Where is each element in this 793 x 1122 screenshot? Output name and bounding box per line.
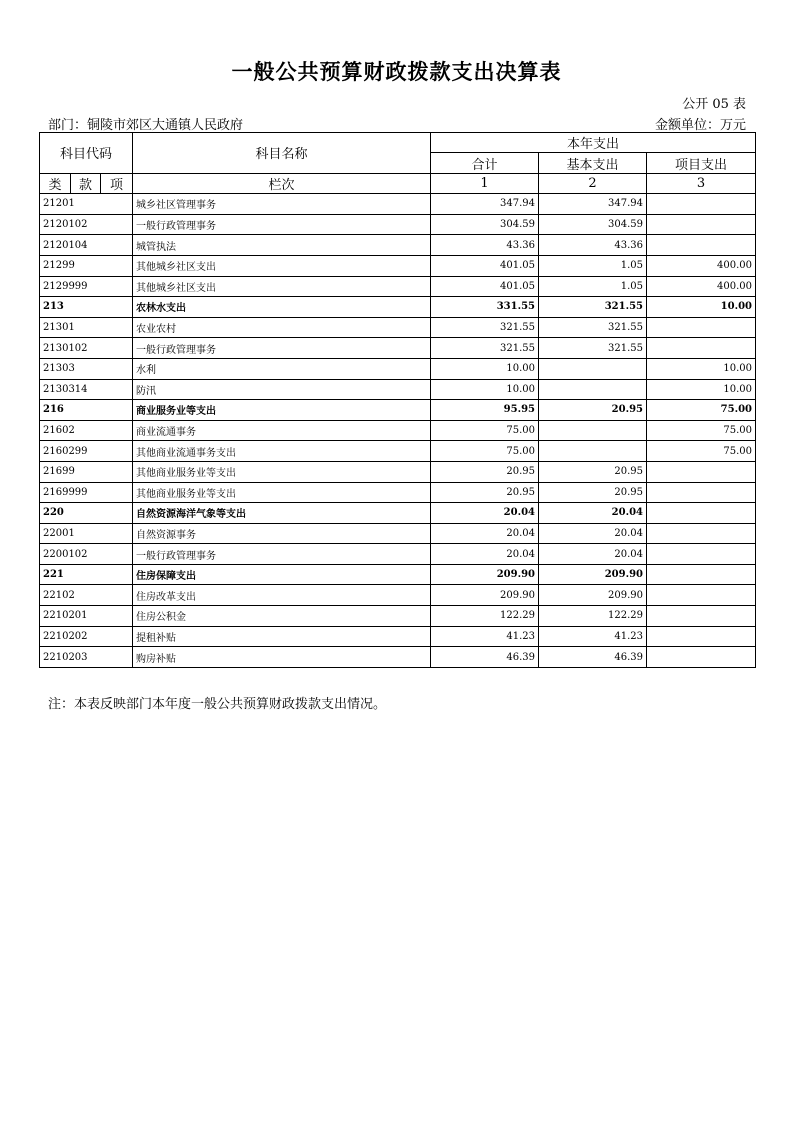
header-lei: 类 (40, 173, 71, 193)
cell-project: 10.00 (647, 297, 756, 318)
cell-name: 防汛 (133, 379, 431, 400)
cell-project (647, 606, 756, 627)
cell-basic: 43.36 (539, 235, 647, 256)
header-basic: 基本支出 (539, 153, 647, 173)
cell-total: 347.94 (431, 194, 539, 215)
cell-total: 321.55 (431, 317, 539, 338)
cell-name: 住房改革支出 (133, 585, 431, 606)
cell-total: 46.39 (431, 647, 539, 668)
cell-code: 2210201 (40, 606, 133, 627)
cell-name: 一般行政管理事务 (133, 214, 431, 235)
cell-project: 75.00 (647, 420, 756, 441)
cell-basic: 321.55 (539, 317, 647, 338)
amount-unit-label: 金额单位：万元 (654, 118, 746, 133)
cell-name: 城乡社区管理事务 (133, 194, 431, 215)
footnote: 注：本表反映部门本年度一般公共预算财政拨款支出情况。 (48, 697, 387, 712)
cell-code: 213 (40, 297, 133, 318)
table-row (40, 235, 756, 256)
cell-project (647, 482, 756, 503)
cell-name: 商业流通事务 (133, 420, 431, 441)
cell-total: 20.04 (431, 544, 539, 565)
cell-project: 10.00 (647, 358, 756, 379)
cell-name: 购房补贴 (133, 647, 431, 668)
cell-code: 220 (40, 503, 133, 524)
table-row (40, 297, 756, 318)
cell-basic: 20.95 (539, 461, 647, 482)
cell-basic: 321.55 (539, 338, 647, 359)
cell-basic: 321.55 (539, 297, 647, 318)
table-row (40, 379, 756, 400)
table-row (40, 585, 756, 606)
cell-project (647, 503, 756, 524)
cell-project (647, 523, 756, 544)
table-row (40, 544, 756, 565)
header-name: 科目名称 (133, 133, 431, 174)
cell-name: 提租补贴 (133, 626, 431, 647)
cell-name: 水利 (133, 358, 431, 379)
cell-name: 一般行政管理事务 (133, 544, 431, 565)
cell-project (647, 544, 756, 565)
cell-basic (539, 379, 647, 400)
cell-total: 209.90 (431, 564, 539, 585)
cell-name: 农业农村 (133, 317, 431, 338)
table-row (40, 420, 756, 441)
cell-basic: 1.05 (539, 276, 647, 297)
cell-basic (539, 420, 647, 441)
cell-project (647, 626, 756, 647)
cell-basic (539, 441, 647, 462)
cell-name: 住房保障支出 (133, 564, 431, 585)
cell-total: 10.00 (431, 358, 539, 379)
cell-name: 自然资源海洋气象等支出 (133, 503, 431, 524)
table-row (40, 461, 756, 482)
cell-basic: 46.39 (539, 647, 647, 668)
cell-total: 43.36 (431, 235, 539, 256)
table-row (40, 255, 756, 276)
table-row (40, 276, 756, 297)
header-row-1 (40, 133, 756, 153)
header-kuan: 款 (71, 173, 101, 193)
cell-basic: 20.04 (539, 544, 647, 565)
cell-code: 21303 (40, 358, 133, 379)
cell-name: 一般行政管理事务 (133, 338, 431, 359)
cell-code: 2210203 (40, 647, 133, 668)
header-code: 科目代码 (40, 133, 133, 174)
header-xiang: 项 (101, 173, 133, 193)
cell-project (647, 461, 756, 482)
table-row (40, 523, 756, 544)
cell-project: 400.00 (647, 276, 756, 297)
table-row (40, 606, 756, 627)
table-row (40, 214, 756, 235)
cell-name: 其他商业服务业等支出 (133, 461, 431, 482)
table-row (40, 482, 756, 503)
cell-code: 216 (40, 400, 133, 421)
cell-name: 自然资源事务 (133, 523, 431, 544)
header-project: 项目支出 (647, 153, 756, 173)
cell-total: 321.55 (431, 338, 539, 359)
cell-name: 其他商业服务业等支出 (133, 482, 431, 503)
department-label: 部门：铜陵市郊区大通镇人民政府 (48, 118, 244, 133)
cell-code: 22001 (40, 523, 133, 544)
cell-total: 20.04 (431, 503, 539, 524)
cell-total: 95.95 (431, 400, 539, 421)
expenditure-table (39, 132, 756, 668)
cell-basic: 209.90 (539, 564, 647, 585)
cell-project (647, 235, 756, 256)
table-row (40, 338, 756, 359)
cell-code: 2120102 (40, 214, 133, 235)
cell-project: 10.00 (647, 379, 756, 400)
header-row-3 (40, 173, 756, 193)
cell-total: 41.23 (431, 626, 539, 647)
cell-name: 住房公积金 (133, 606, 431, 627)
cell-basic: 20.95 (539, 400, 647, 421)
cell-code: 21699 (40, 461, 133, 482)
cell-code: 21301 (40, 317, 133, 338)
cell-project: 75.00 (647, 400, 756, 421)
cell-project (647, 214, 756, 235)
cell-basic: 41.23 (539, 626, 647, 647)
cell-code: 22102 (40, 585, 133, 606)
cell-name: 农林水支出 (133, 297, 431, 318)
table-row (40, 400, 756, 421)
cell-code: 2169999 (40, 482, 133, 503)
header-column-label: 栏次 (133, 173, 431, 193)
cell-basic (539, 358, 647, 379)
cell-total: 75.00 (431, 441, 539, 462)
cell-code: 221 (40, 564, 133, 585)
cell-total: 401.05 (431, 276, 539, 297)
table-row (40, 441, 756, 462)
cell-name: 城管执法 (133, 235, 431, 256)
cell-total: 304.59 (431, 214, 539, 235)
table-row (40, 358, 756, 379)
cell-total: 122.29 (431, 606, 539, 627)
cell-total: 401.05 (431, 255, 539, 276)
cell-code: 21602 (40, 420, 133, 441)
cell-basic: 20.04 (539, 503, 647, 524)
table-row (40, 503, 756, 524)
header-col3: 3 (647, 173, 756, 193)
cell-code: 2160299 (40, 441, 133, 462)
cell-code: 21201 (40, 194, 133, 215)
form-number: 公开 05 表 (682, 97, 746, 112)
table-row (40, 647, 756, 668)
cell-basic: 122.29 (539, 606, 647, 627)
cell-project (647, 585, 756, 606)
header-col2: 2 (539, 173, 647, 193)
cell-name: 商业服务业等支出 (133, 400, 431, 421)
cell-project (647, 647, 756, 668)
cell-basic: 1.05 (539, 255, 647, 276)
cell-project (647, 338, 756, 359)
cell-total: 20.95 (431, 482, 539, 503)
cell-code: 2130314 (40, 379, 133, 400)
cell-project (647, 317, 756, 338)
table-row (40, 194, 756, 215)
cell-project (647, 194, 756, 215)
header-total: 合计 (431, 153, 539, 173)
cell-basic: 20.95 (539, 482, 647, 503)
cell-code: 21299 (40, 255, 133, 276)
page-title: 一般公共预算财政拨款支出决算表 (231, 60, 562, 84)
cell-total: 20.04 (431, 523, 539, 544)
cell-code: 2120104 (40, 235, 133, 256)
cell-total: 209.90 (431, 585, 539, 606)
cell-project (647, 564, 756, 585)
cell-code: 2129999 (40, 276, 133, 297)
cell-name: 其他商业流通事务支出 (133, 441, 431, 462)
cell-code: 2130102 (40, 338, 133, 359)
table-row (40, 564, 756, 585)
cell-basic: 20.04 (539, 523, 647, 544)
cell-code: 2210202 (40, 626, 133, 647)
cell-total: 10.00 (431, 379, 539, 400)
cell-project: 400.00 (647, 255, 756, 276)
cell-total: 331.55 (431, 297, 539, 318)
cell-name: 其他城乡社区支出 (133, 276, 431, 297)
table-row (40, 626, 756, 647)
cell-code: 2200102 (40, 544, 133, 565)
cell-basic: 304.59 (539, 214, 647, 235)
cell-basic: 209.90 (539, 585, 647, 606)
cell-project: 75.00 (647, 441, 756, 462)
header-year-total: 本年支出 (431, 133, 756, 153)
cell-basic: 347.94 (539, 194, 647, 215)
cell-total: 20.95 (431, 461, 539, 482)
table-row (40, 317, 756, 338)
cell-name: 其他城乡社区支出 (133, 255, 431, 276)
header-col1: 1 (431, 173, 539, 193)
cell-total: 75.00 (431, 420, 539, 441)
